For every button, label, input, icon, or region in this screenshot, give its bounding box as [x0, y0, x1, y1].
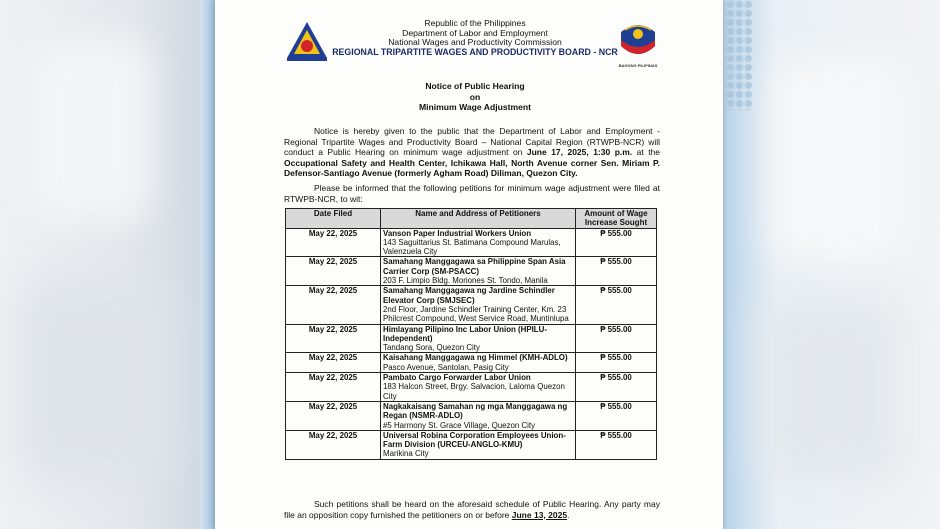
- table-row: [286, 286, 657, 324]
- table-row: [286, 401, 657, 430]
- petitioner-address: 203 F. Limpio Bldg. Moriones St. Tondo, Manila: [383, 276, 548, 286]
- dole-logo-icon: [285, 20, 329, 62]
- table-row: [286, 353, 657, 373]
- cell-date-filed: May 22, 2025: [286, 257, 381, 286]
- cell-petitioner: [381, 430, 576, 459]
- cell-date-filed: May 22, 2025: [286, 373, 381, 402]
- document-page: [215, 0, 723, 529]
- petitioner-address: 143 Saguittarius St. Batimana Compound Marulas, Valenzuela City: [383, 237, 561, 257]
- letterhead: [325, 19, 625, 57]
- background-right: [723, 0, 940, 529]
- cell-amount: ₱ 555.00: [576, 353, 657, 373]
- cell-date-filed: May 22, 2025: [286, 353, 381, 373]
- hearing-date: June 17, 2025, 1:30 p.m.: [526, 147, 633, 158]
- cell-amount: ₱ 555.00: [576, 401, 657, 430]
- notice-paragraph-text: Notice is hereby given to the public that the Department of Labor and Employment - Regional Tripartite Wages and Productivity Board – National Capital Region (RTWPB-NCR) will conduct a Public Hearing on minimum wage adjustment on: [284, 126, 660, 158]
- cell-amount: ₱ 555.00: [576, 430, 657, 459]
- closing-paragraph-end: .: [567, 509, 570, 520]
- table-row: [286, 324, 657, 353]
- petitioner-name: Pambato Cargo Forwarder Labor Union: [383, 373, 531, 383]
- notice-paragraph: [284, 126, 660, 179]
- petitioner-address: #5 Harmony St. Grace Village, Quezon City: [383, 420, 536, 430]
- table-row: [286, 373, 657, 402]
- petitioner-name: Vanson Paper Industrial Workers Union: [383, 228, 532, 238]
- column-header-date: Date Filed: [286, 209, 381, 229]
- petitioner-name: Samahang Manggagawa sa Philippine Span Asia Carrier Corp (SM-PSACC): [383, 257, 566, 276]
- table-header-row: [286, 209, 657, 229]
- cell-date-filed: May 22, 2025: [286, 286, 381, 324]
- cell-date-filed: May 22, 2025: [286, 430, 381, 459]
- closing-paragraph: [284, 499, 660, 520]
- dot-pattern: [726, 0, 754, 110]
- cell-amount: ₱ 555.00: [576, 257, 657, 286]
- column-header-petitioner: Name and Address of Petitioners: [381, 209, 576, 229]
- petitioner-name: Samahang Manggagawa ng Jardine Schindler Elevator Corp (SMJSEC): [383, 286, 555, 305]
- cell-amount: ₱ 555.00: [576, 228, 657, 257]
- petitioner-address: Marikina City: [383, 449, 429, 459]
- table-row: [286, 257, 657, 286]
- background-left: [0, 0, 215, 529]
- cell-petitioner: [381, 257, 576, 286]
- hearing-venue: Occupational Safety and Health Center, Ichikawa Hall, North Avenue corner Sen. Miriam P. Defensor-Santiago Avenue (formerly Agham Road) Diliman, Quezon City.: [284, 157, 660, 179]
- cell-petitioner: [381, 373, 576, 402]
- cell-date-filed: May 22, 2025: [286, 324, 381, 353]
- cell-amount: ₱ 555.00: [576, 373, 657, 402]
- bagong-pilipinas-logo-icon: [617, 18, 659, 62]
- background-edge: [200, 0, 215, 529]
- header-line-1: Republic of the Philippines: [424, 18, 526, 28]
- cell-amount: ₱ 555.00: [576, 286, 657, 324]
- table-row: [286, 430, 657, 459]
- table-row: [286, 228, 657, 257]
- bagong-pilipinas-label: BAGONG PILIPINAS: [618, 63, 658, 68]
- notice-title: [355, 81, 595, 113]
- notice-title-line-1: Notice of Public Hearing: [425, 81, 525, 91]
- cell-date-filed: May 22, 2025: [286, 401, 381, 430]
- petitioner-name: Universal Robina Corporation Employees Union- Farm Division (URCEU-ANGLO-KMU): [383, 430, 566, 450]
- closing-paragraph-text: Such petitions shall be heard on the aforesaid schedule of Public Hearing. Any party may file an opposition copy furnished the petitioners on or before: [284, 499, 660, 520]
- cell-amount: ₱ 555.00: [576, 324, 657, 353]
- petitions-table: [285, 208, 657, 460]
- petitioner-address: 2nd Floor, Jardine Schindler Training Center, Km. 23 Philcrest Compound, West Service Road, Muntinlupa: [383, 304, 569, 324]
- notice-paragraph-connector: at the: [632, 147, 661, 158]
- petitioner-name: Kaisahang Manggagawa ng Himmel (KMH-ADLO): [383, 353, 568, 363]
- cell-petitioner: [381, 286, 576, 324]
- petitioner-address: Tandang Sora, Quezon City: [383, 343, 480, 353]
- petitions-intro: [284, 183, 660, 204]
- petitioner-name: Nagkakaisang Samahan ng mga Manggagawa ng Regan (NSMR-ADLO): [383, 401, 568, 421]
- notice-title-line-2: on: [469, 91, 481, 102]
- cell-petitioner: [381, 353, 576, 373]
- notice-title-line-3: Minimum Wage Adjustment: [418, 102, 532, 112]
- header-line-4: REGIONAL TRIPARTITE WAGES AND PRODUCTIVITY BOARD - NCR: [332, 46, 618, 57]
- petitions-table-body: [286, 228, 657, 459]
- cell-petitioner: [381, 401, 576, 430]
- petitioner-address: 183 Halcon Street, Brgy. Salvacion, Laloma Quezon City: [383, 382, 565, 401]
- petitioner-name: Himlayang Pilipino Inc Labor Union (HPILU-Independent): [383, 324, 547, 343]
- petitions-intro-text: Please be informed that the following petitions for minimum wage adjustment were filed at RTWPB-NCR, to wit:: [284, 183, 660, 204]
- cell-date-filed: May 22, 2025: [286, 228, 381, 257]
- header-line-3: National Wages and Productivity Commission: [388, 37, 562, 48]
- column-header-amount: Amount of Wage Increase Sought: [576, 209, 657, 229]
- opposition-deadline: June 13, 2025: [511, 509, 568, 520]
- cell-petitioner: [381, 228, 576, 257]
- petitioner-address: Pasco Avenue, Santolan, Pasig City: [383, 362, 509, 372]
- cell-petitioner: [381, 324, 576, 353]
- header-line-2: Department of Labor and Employment: [402, 27, 548, 38]
